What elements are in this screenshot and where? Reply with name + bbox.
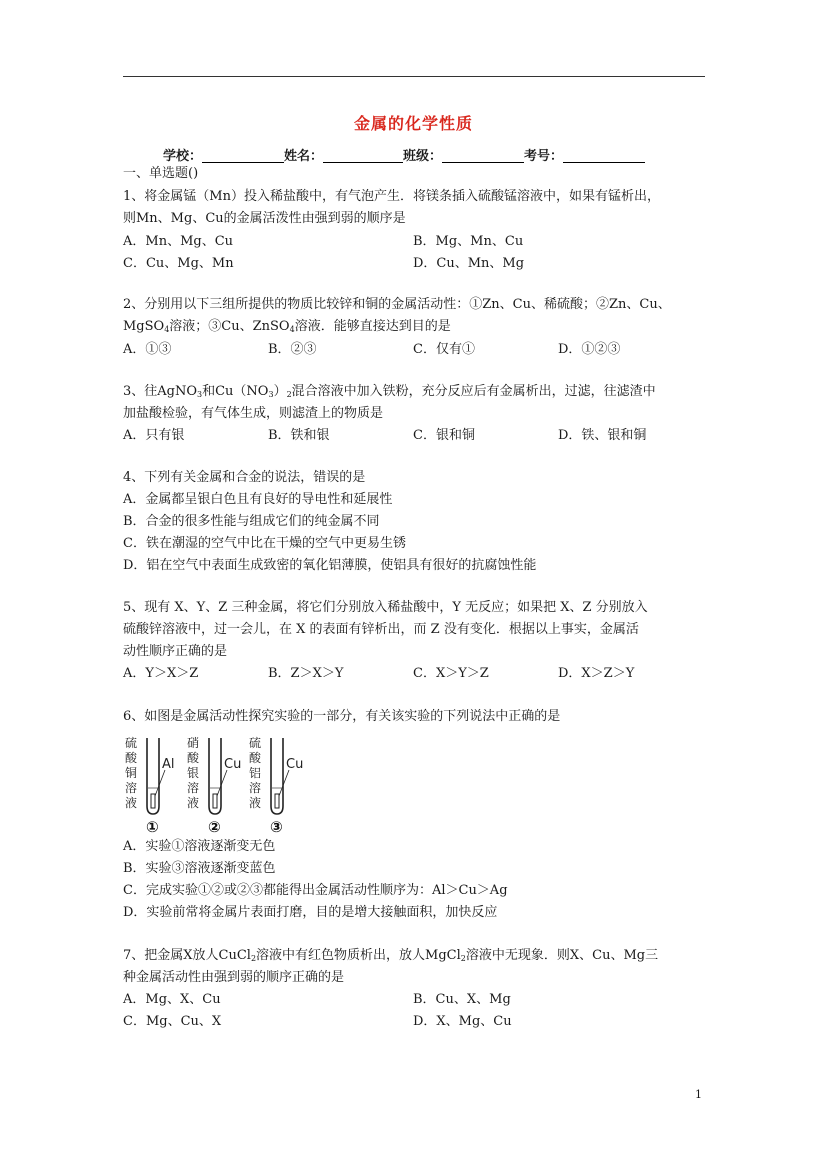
q3-option-c: C．银和铜 (413, 428, 475, 443)
q1-option-c: C．Cu、Mg、Mn (123, 256, 234, 271)
q3-option-a: A．只有银 (123, 428, 185, 443)
q6-option-b: B．实验③溶液逐渐变蓝色 (123, 861, 276, 876)
q3-option-b: B．铁和银 (268, 428, 330, 443)
q2-option-b: B．②③ (268, 342, 317, 357)
q7-stem-line1: 7、把金属X放人CuCl$_2$溶液中有红色物质析出，放人MgCl$_2$溶液中无现象．则X、Cu、Mg三 (123, 948, 659, 963)
section-title: 一、单选题() (123, 166, 199, 181)
q5-option-a: A．Y＞X＞Z (123, 666, 199, 681)
test-tube-1 (125, 736, 175, 836)
page-title: 金属的化学性质 (353, 114, 473, 133)
q5-stem-line2: 硫酸锌溶液中，过一会儿，在 X 的表面有锌析出，而 Z 没有变化．根据以上事实，金属活 (123, 622, 639, 637)
q4-option-c: C．铁在潮湿的空气中比在干燥的空气中更易生锈 (123, 536, 406, 551)
tube-1-label-char: 铜 (125, 766, 138, 780)
tube-3-label-char: 液 (249, 796, 262, 810)
q7-stem-line2: 种金属活动性由强到弱的顺序正确的是 (123, 970, 345, 985)
number-blank (563, 148, 645, 163)
tube-3-metal-label: Cu (286, 757, 304, 772)
tube-3-pointer (279, 770, 289, 796)
q7-option-c: C．Mg、Cu、X (123, 1014, 222, 1029)
q6-stem-line1: 6、如图是金属活动性探究实验的一部分，有关该实验的下列说法中正确的是 (123, 709, 561, 724)
test-tube-3 (249, 736, 303, 836)
student-info-row (163, 145, 645, 164)
tube-3-label-char: 溶 (249, 781, 262, 795)
q1-stem-line1: 1、将金属锰（Mn）投入稀盐酸中，有气泡产生．将镁条插入硫酸锰溶液中，如果有锰析出， (123, 189, 660, 204)
q4-option-d: D．铝在空气中表面生成致密的氧化铝薄膜，使铝具有很好的抗腐蚀性能 (123, 558, 537, 573)
q2-option-a: A．①③ (123, 342, 172, 357)
tube-1-metal-label: Al (162, 757, 175, 772)
header-rule (123, 76, 705, 77)
number-label: 考号： (524, 149, 564, 164)
name-label: 姓名： (284, 149, 324, 164)
tube-1-pointer (155, 770, 165, 796)
tube-1-label-char: 溶 (125, 781, 138, 795)
q3-option-d: D．铁、银和铜 (558, 428, 647, 443)
page-number: 1 (695, 1088, 702, 1101)
q7-option-b: B．Cu、X、Mg (413, 992, 511, 1007)
tube-3-label-char: 铝 (249, 766, 262, 780)
tube-2-metal-label: Cu (224, 757, 242, 772)
q6-option-a: A．实验①溶液逐渐变无色 (123, 839, 276, 854)
tube-2-pointer (217, 770, 227, 796)
q5-stem-line3: 动性顺序正确的是 (123, 644, 228, 659)
tube-2-label-char: 酸 (187, 751, 200, 765)
tube-3-label-char: 硫 (249, 736, 262, 750)
q4-stem-line1: 4、下列有关金属和合金的说法，错误的是 (123, 470, 366, 485)
tube-1-label-char: 酸 (125, 751, 138, 765)
q7-option-a: A．Mg、X、Cu (123, 992, 221, 1007)
tube-2-number: ② (208, 818, 221, 836)
q1-option-a: A．Mn、Mg、Cu (123, 234, 234, 249)
class-label: 班级： (403, 149, 443, 164)
school-blank (202, 148, 284, 163)
tube-1-metal-strip (151, 794, 155, 808)
q2-option-c: C．仅有① (413, 342, 475, 357)
tube-1-number: ① (146, 818, 159, 836)
test-tube-figure (123, 736, 313, 836)
q2-option-d: D．①②③ (558, 342, 621, 357)
q7-option-d: D．X、Mg、Cu (413, 1014, 512, 1029)
tube-2-label-char: 硝 (187, 736, 200, 750)
q2-stem-line2: MgSO$_4$溶液；③Cu、ZnSO$_4$溶液．能够直接达到目的是 (123, 319, 451, 334)
name-blank (323, 148, 403, 163)
q1-stem-line2: 则Mn、Mg、Cu的金属活泼性由强到弱的顺序是 (123, 211, 406, 226)
tube-2-label-char: 溶 (187, 781, 200, 795)
tube-3-number: ③ (270, 818, 283, 836)
q6-option-d: D．实验前常将金属片表面打磨，目的是增大接触面积，加快反应 (123, 905, 498, 920)
q3-stem-line2: 加盐酸检验，有气体生成，则滤渣上的物质是 (123, 406, 384, 421)
test-tube-2 (187, 736, 241, 836)
q6-option-c: C．完成实验①②或②③都能得出金属活动性顺序为：Al＞Cu＞Ag (123, 883, 508, 898)
q5-option-d: D．X＞Z＞Y (558, 666, 635, 681)
q3-stem-line1: 3、往AgNO$_3$和$Cu(NO_3)_2$混合溶液中加入铁粉，充分反应后有金属析出，过滤，往滤渣中 (123, 384, 656, 399)
q1-option-b: B．Mg、Mn、Cu (413, 234, 524, 249)
q5-option-b: B．Z＞X＞Y (268, 666, 344, 681)
tube-2-label-char: 银 (187, 766, 200, 780)
school-label: 学校： (163, 149, 203, 164)
q1-option-d: D．Cu、Mn、Mg (413, 256, 525, 271)
tube-2-label-char: 液 (187, 796, 200, 810)
tube-1-label-char: 硫 (125, 736, 138, 750)
tube-2-metal-strip (213, 794, 217, 808)
q5-option-c: C．X＞Y＞Z (413, 666, 489, 681)
tube-1-label-char: 液 (125, 796, 138, 810)
q4-option-b: B．合金的很多性能与组成它们的纯金属不同 (123, 514, 380, 529)
q2-stem-line1: 2、分别用以下三组所提供的物质比较锌和铜的金属活动性：①Zn、Cu、稀硫酸；②Zn、Cu、 (123, 297, 671, 312)
tube-3-label-char: 酸 (249, 751, 262, 765)
tube-3-metal-strip (275, 794, 279, 808)
q4-option-a: A．金属都呈银白色且有良好的导电性和延展性 (123, 492, 393, 507)
q5-stem-line1: 5、现有 X、Y、Z 三种金属，将它们分别放入稀盐酸中，Y 无反应；如果把 X、Z 分别放入 (123, 600, 648, 615)
class-blank (442, 148, 524, 163)
